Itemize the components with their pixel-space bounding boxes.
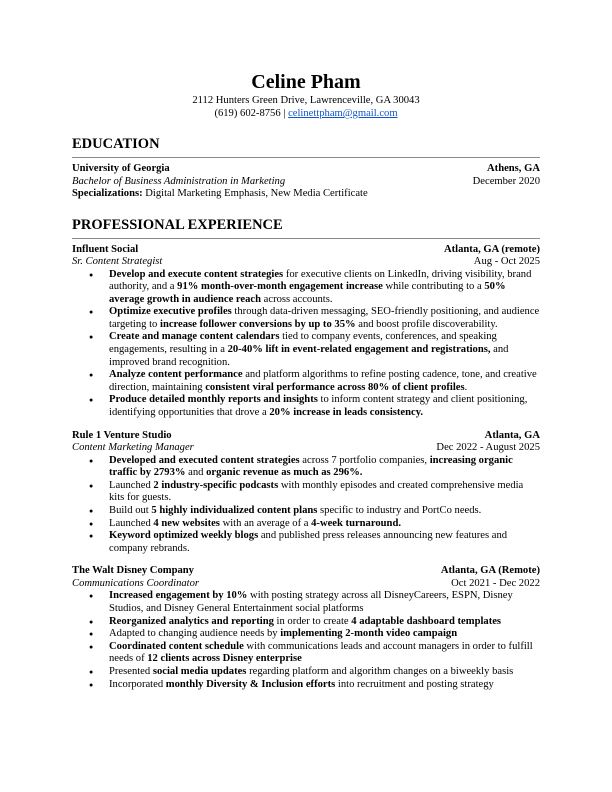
job-title: Sr. Content Strategist — [72, 256, 163, 267]
bullet-highlight: implementing 2-month video campaign — [280, 628, 458, 640]
bullet-text: and boost profile discoverability. — [355, 318, 498, 330]
bullet-text: into recruitment and posting strategy — [335, 678, 494, 690]
degree: Bachelor of Business Administration in Marketing — [72, 175, 286, 187]
bullet-text: specific to industry and PortCo needs. — [317, 505, 482, 516]
school-name: University of Georgia — [72, 163, 170, 174]
bullet-highlight: Developed and executed content strategies — [109, 454, 300, 466]
school-location: Athens, GA — [487, 163, 540, 174]
job-dates: Dec 2022 - August 2025 — [436, 442, 540, 454]
bullet-text: with monthly episodes and created comprehensive media kits for guests. — [109, 479, 524, 504]
bullet-highlight: 4 new websites — [153, 517, 220, 529]
job-dates: Oct 2021 - Dec 2022 — [451, 577, 540, 589]
bullet-item — [72, 269, 540, 307]
education-divider — [72, 157, 540, 158]
bullet-highlight: 20% increase in leads consistency. — [269, 407, 424, 419]
experience-heading: PROFESSIONAL EXPERIENCE — [72, 216, 283, 233]
job-location: Atlanta, GA — [484, 429, 540, 441]
bullet-highlight: 20-40% lift in event-related engagement and registrations, — [227, 344, 491, 356]
bullet-item — [72, 616, 540, 629]
bullet-highlight: Produce detailed monthly reports and insights — [109, 394, 318, 406]
job-bullets — [72, 455, 540, 556]
specializations-text: Digital Marketing Emphasis, New Media Certificate — [145, 188, 368, 199]
bullet-item — [72, 628, 540, 641]
candidate-name: Celine Pham — [251, 71, 361, 93]
job-role-row — [72, 442, 540, 455]
bullet-text: Adapted to changing audience needs by — [109, 628, 281, 640]
bullet-highlight: Develop and execute content strategies — [109, 268, 284, 280]
bullet-highlight: 91% month-over-month engagement increase — [177, 281, 383, 293]
bullet-highlight: increasing organic traffic by 2793% — [109, 454, 513, 479]
bullet-text: and platform algorithms to refine posting cadence, tone, and creative direction, maintaining — [109, 369, 537, 393]
job-location: Atlanta, GA (remote) — [443, 243, 540, 255]
job-header-row — [72, 565, 540, 578]
bullet-text: and — [185, 467, 207, 479]
bullet-highlight: consistent viral performance across 80% of client profiles — [205, 381, 465, 393]
contact-separator: | — [283, 108, 286, 119]
experience-divider — [72, 238, 540, 239]
bullet-item — [72, 331, 540, 369]
bullet-text: Build out — [109, 505, 152, 516]
bullet-highlight: Keyword optimized weekly blogs — [109, 530, 259, 542]
bullet-item — [72, 394, 540, 419]
email-link[interactable]: celinettpham@gmail.com — [288, 108, 398, 119]
job-location: Atlanta, GA (Remote) — [440, 565, 540, 577]
graduation-date: December 2020 — [472, 175, 540, 187]
bullet-text: across 7 portfolio companies, — [299, 454, 430, 466]
bullet-text: and improved brand recognition. — [109, 344, 509, 368]
bullet-highlight: increase follower conversions by up to 35% — [160, 318, 356, 330]
phone-number: (619) 602-8756 — [214, 108, 281, 119]
job-dates: Aug - Oct 2025 — [473, 256, 540, 267]
bullet-highlight: monthly Diversity & Inclusion efforts — [165, 678, 336, 690]
job-header-row — [72, 430, 540, 443]
bullet-item — [72, 369, 540, 394]
company-name: Influent Social — [72, 243, 139, 255]
bullet-highlight: 4-week turnaround. — [311, 517, 401, 529]
bullet-highlight: Reorganized analytics and reporting — [109, 615, 274, 627]
bullet-item — [72, 480, 540, 505]
bullet-item — [72, 306, 540, 331]
company-name: The Walt Disney Company — [72, 565, 194, 577]
job-entry — [72, 244, 540, 420]
bullet-highlight: 12 clients across Disney enterprise — [147, 653, 302, 665]
bullet-item — [72, 679, 540, 692]
bullet-item — [72, 530, 540, 555]
bullet-text: while contributing to a — [382, 281, 485, 293]
job-role-row — [72, 578, 540, 591]
bullet-text: Incorporated — [109, 678, 166, 690]
bullet-item — [72, 666, 540, 679]
bullet-text: Launched — [109, 517, 154, 529]
bullet-text: tied to company events, conferences, and speaking engagements, resulting in a — [109, 331, 497, 356]
bullet-text: Launched — [109, 479, 154, 491]
contact-line — [72, 107, 540, 120]
bullet-highlight: Optimize executive profiles — [109, 306, 232, 318]
bullet-text: for executive clients on LinkedIn, driving visibility, brand authority, and a — [109, 268, 532, 293]
bullet-text: to inform content strategy and client positioning, identifying opportunities that drove a — [109, 394, 528, 419]
education-degree-row — [72, 176, 540, 189]
job-bullets — [72, 269, 540, 420]
bullet-item — [72, 455, 540, 480]
bullet-text: Presented — [109, 665, 153, 677]
bullet-text: . — [464, 381, 468, 393]
education-school-row — [72, 163, 540, 176]
bullet-highlight: 4 adaptable dashboard templates — [351, 615, 502, 627]
job-title: Content Marketing Manager — [72, 442, 194, 454]
experience-list — [72, 244, 540, 692]
bullet-highlight: Analyze content performance — [109, 369, 243, 381]
company-name: Rule 1 Venture Studio — [72, 429, 172, 441]
bullet-text: and published press releases announcing new features and company rebrands. — [109, 530, 508, 554]
bullet-text: regarding platform and algorithm changes on a biweekly basis — [246, 665, 514, 677]
bullet-item — [72, 590, 540, 615]
bullet-text: in order to create — [273, 615, 352, 627]
address-line: 2112 Hunters Green Drive, Lawrenceville, GA 30043 — [192, 95, 420, 106]
job-title: Communications Coordinator — [72, 577, 200, 589]
bullet-highlight: 50% average growth in audience reach — [109, 281, 506, 305]
specializations-label: Specializations: — [72, 188, 143, 199]
job-header-row — [72, 244, 540, 257]
bullet-highlight: organic revenue as much as 296%. — [206, 467, 363, 479]
job-entry — [72, 430, 540, 556]
bullet-text: with communications leads and account managers in order to fulfill needs of — [109, 640, 533, 665]
job-bullets — [72, 590, 540, 691]
bullet-highlight: Coordinated content schedule — [109, 640, 244, 652]
bullet-item — [72, 505, 540, 518]
bullet-highlight: 5 highly individualized content plans — [151, 505, 318, 516]
bullet-highlight: Create and manage content calendars — [109, 331, 280, 343]
bullet-text: through data-driven messaging, SEO-friendly positioning, and audience targeting to — [109, 306, 540, 330]
bullet-highlight: social media updates — [152, 665, 247, 677]
resume-page — [72, 70, 540, 691]
specializations-row — [72, 188, 540, 201]
bullet-item — [72, 518, 540, 531]
bullet-highlight: Increased engagement by 10% — [109, 590, 248, 602]
bullet-text: with an average of a — [219, 517, 312, 529]
bullet-item — [72, 641, 540, 666]
bullet-text: across accounts. — [261, 293, 333, 305]
job-entry — [72, 565, 540, 691]
bullet-text: with posting strategy across all DisneyCareers, ESPN, Disney Studios, and Disney General Entertainment social platforms — [109, 590, 513, 614]
job-role-row — [72, 256, 540, 269]
bullet-highlight: 2 industry-specific podcasts — [153, 479, 279, 491]
education-heading: EDUCATION — [72, 136, 160, 152]
